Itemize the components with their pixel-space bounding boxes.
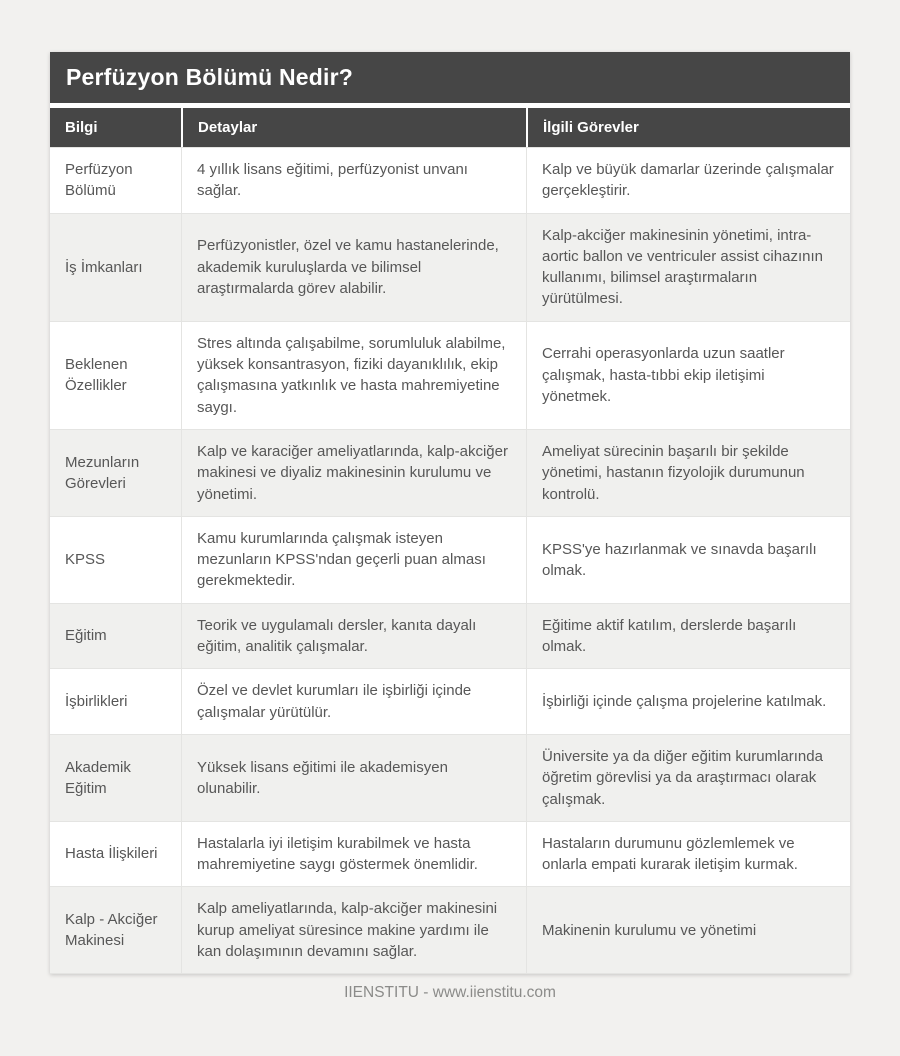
table-header-row: [50, 108, 850, 147]
row-label-cell: KPSS: [50, 516, 181, 603]
row-label-cell: Perfüzyon Bölümü: [50, 147, 181, 213]
table-row: [50, 668, 850, 734]
table-row: [50, 603, 850, 669]
details-cell: 4 yıllık lisans eğitimi, perfüzyonist unvanı sağlar.: [181, 147, 526, 213]
table-body: [50, 147, 850, 974]
page-title: Perfüzyon Bölümü Nedir?: [50, 52, 850, 103]
details-cell: Kamu kurumlarında çalışmak isteyen mezunların KPSS'ndan geçerli puan alması gerekmektedir.: [181, 516, 526, 603]
row-label-cell: Mezunların Görevleri: [50, 429, 181, 516]
details-cell: Kalp ameliyatlarında, kalp-akciğer makinesini kurup ameliyat süresince makine yardımı ile kan dolaşımının devamını sağlar.: [181, 886, 526, 974]
duties-cell: Üniversite ya da diğer eğitim kurumlarında öğretim görevlisi ya da araştırmacı olarak çalışmak.: [526, 734, 850, 821]
details-cell: Hastalarla iyi iletişim kurabilmek ve hasta mahremiyetine saygı göstermek önemlidir.: [181, 821, 526, 887]
details-cell: Yüksek lisans eğitimi ile akademisyen olunabilir.: [181, 734, 526, 821]
duties-cell: Kalp ve büyük damarlar üzerinde çalışmalar gerçekleştirir.: [526, 147, 850, 213]
table-row: [50, 147, 850, 213]
duties-cell: Cerrahi operasyonlarda uzun saatler çalışmak, hasta-tıbbi ekip iletişimi yönetmek.: [526, 321, 850, 429]
duties-cell: Hastaların durumunu gözlemlemek ve onlarla empati kurarak iletişim kurmak.: [526, 821, 850, 887]
table-row: [50, 821, 850, 887]
details-cell: Stres altında çalışabilme, sorumluluk alabilme, yüksek konsantrasyon, fiziki dayanıklılık, ekip çalışmasına yatkınlık ve hasta mahremiyetine saygı.: [181, 321, 526, 429]
column-header-ilgili-gorevler: İlgili Görevler: [526, 108, 850, 147]
row-label-cell: Beklenen Özellikler: [50, 321, 181, 429]
duties-cell: Makinenin kurulumu ve yönetimi: [526, 886, 850, 974]
row-label-cell: İşbirlikleri: [50, 668, 181, 734]
duties-cell: Kalp-akciğer makinesinin yönetimi, intra-aortic ballon ve ventriculer assist cihazının kullanımı, bilimsel araştırmaların yürütülmesi.: [526, 213, 850, 321]
info-table: [50, 108, 850, 974]
details-cell: Kalp ve karaciğer ameliyatlarında, kalp-akciğer makinesi ve diyaliz makinesinin kurulumu ve yönetimi.: [181, 429, 526, 516]
table-row: [50, 516, 850, 603]
table-row: [50, 429, 850, 516]
row-label-cell: Hasta İlişkileri: [50, 821, 181, 887]
row-label-cell: Akademik Eğitim: [50, 734, 181, 821]
duties-cell: İşbirliği içinde çalışma projelerine katılmak.: [526, 668, 850, 734]
details-cell: Özel ve devlet kurumları ile işbirliği içinde çalışmalar yürütülür.: [181, 668, 526, 734]
table-card: [50, 52, 850, 974]
details-cell: Perfüzyonistler, özel ve kamu hastanelerinde, akademik kuruluşlarda ve bilimsel araştırmalarda görev alabilir.: [181, 213, 526, 321]
duties-cell: KPSS'ye hazırlanmak ve sınavda başarılı olmak.: [526, 516, 850, 603]
column-header-bilgi: Bilgi: [50, 108, 181, 147]
row-label-cell: Kalp - Akciğer Makinesi: [50, 886, 181, 974]
table-row: [50, 734, 850, 821]
table-row: [50, 321, 850, 429]
duties-cell: Ameliyat sürecinin başarılı bir şekilde yönetimi, hastanın fizyolojik durumunun kontrolü.: [526, 429, 850, 516]
table-row: [50, 886, 850, 974]
row-label-cell: İş İmkanları: [50, 213, 181, 321]
row-label-cell: Eğitim: [50, 603, 181, 669]
table-row: [50, 213, 850, 321]
footer-branding: IIENSTITU - www.iienstitu.com: [344, 984, 556, 1001]
column-header-detaylar: Detaylar: [181, 108, 526, 147]
details-cell: Teorik ve uygulamalı dersler, kanıta dayalı eğitim, analitik çalışmalar.: [181, 603, 526, 669]
duties-cell: Eğitime aktif katılım, derslerde başarılı olmak.: [526, 603, 850, 669]
